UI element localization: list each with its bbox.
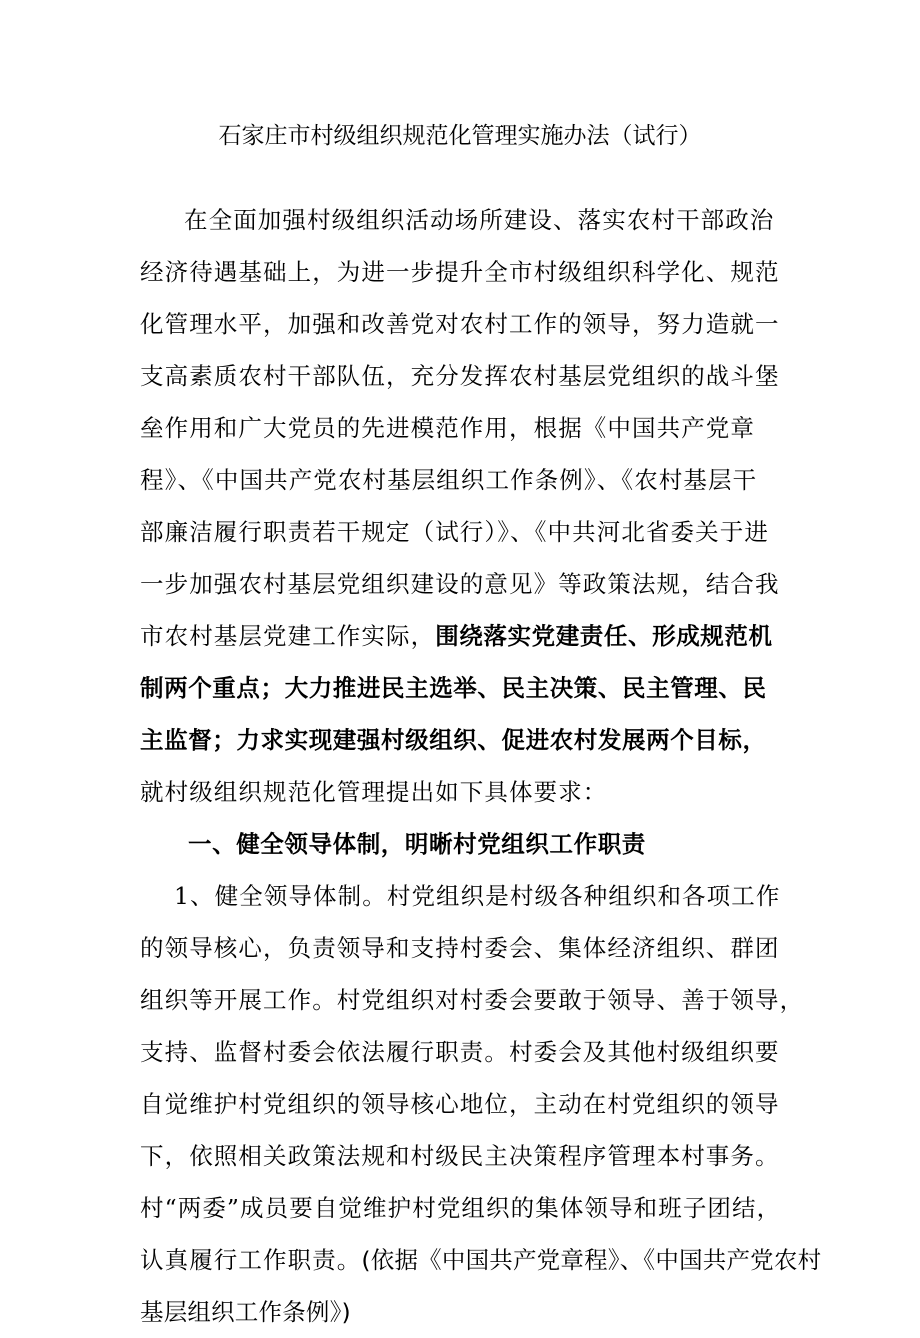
document-body xyxy=(140,194,822,1338)
intro-line: 一步加强农村基层党组织建设的意见》等政策法规，结合我 xyxy=(140,570,780,598)
item-line: 1、健全领导体制。村党组织是村级各种组织和各项工作 xyxy=(174,882,781,910)
intro-bold-line: 制两个重点；大力推进民主选举、民主决策、民主管理、民 xyxy=(140,674,767,702)
intro-line-mixed xyxy=(140,610,790,662)
intro-plain-segment: 市农村基层党建工作实际， xyxy=(140,622,436,650)
item-line: 村“两委”成员要自觉维护村党组织的集体领导和班子团结， xyxy=(140,1194,782,1222)
item-line: 组织等开展工作。村党组织对村委会要敢于领导、善于领导， xyxy=(140,986,805,1014)
intro-line: 在全面加强村级组织活动场所建设、落实农村干部政治 xyxy=(184,206,775,234)
intro-line: 就村级组织规范化管理提出如下具体要求： xyxy=(140,778,608,806)
item-plain-segment: 认真履行工作职责。 xyxy=(140,1246,362,1274)
intro-bold-segment: 围绕落实党建责任、形成规范机 xyxy=(435,622,773,650)
section-heading: 一、健全领导体制，明晰村党组织工作职责 xyxy=(188,830,646,858)
item-line-mixed xyxy=(140,1234,822,1286)
document-title: 石家庄市村级组织规范化管理实施办法（试行） xyxy=(218,123,702,149)
intro-line: 垒作用和广大党员的先进模范作用，根据《中国共产党章 xyxy=(140,414,755,442)
item-line: 自觉维护村党组织的领导核心地位，主动在村党组织的领导 xyxy=(140,1090,780,1118)
intro-line: 化管理水平，加强和改善党对农村工作的领导，努力造就一 xyxy=(140,310,780,338)
intro-bold-line: 主监督；力求实现建强村级组织、促进农村发展两个目标， xyxy=(140,726,767,754)
item-reference-segment: (依据《中国共产党章程》、《中国共产党农村 xyxy=(361,1246,822,1274)
intro-line: 部廉洁履行职责若干规定（试行）》、《中共河北省委关于进 xyxy=(140,518,769,546)
item-line: 支持、监督村委会依法履行职责。村委会及其他村级组织要 xyxy=(140,1038,780,1066)
item-reference-line: 基层组织工作条例》) xyxy=(140,1298,351,1326)
intro-line: 支高素质农村干部队伍，充分发挥农村基层党组织的战斗堡 xyxy=(140,362,780,390)
intro-line: 程》、《中国共产党农村基层组织工作条例》、《农村基层干 xyxy=(140,466,758,494)
item-line: 下，依照相关政策法规和村级民主决策程序管理本村事务。 xyxy=(140,1142,780,1170)
item-line: 的领导核心，负责领导和支持村委会、集体经济组织、群团 xyxy=(140,934,780,962)
intro-line: 经济待遇基础上，为进一步提升全市村级组织科学化、规范 xyxy=(140,258,780,286)
